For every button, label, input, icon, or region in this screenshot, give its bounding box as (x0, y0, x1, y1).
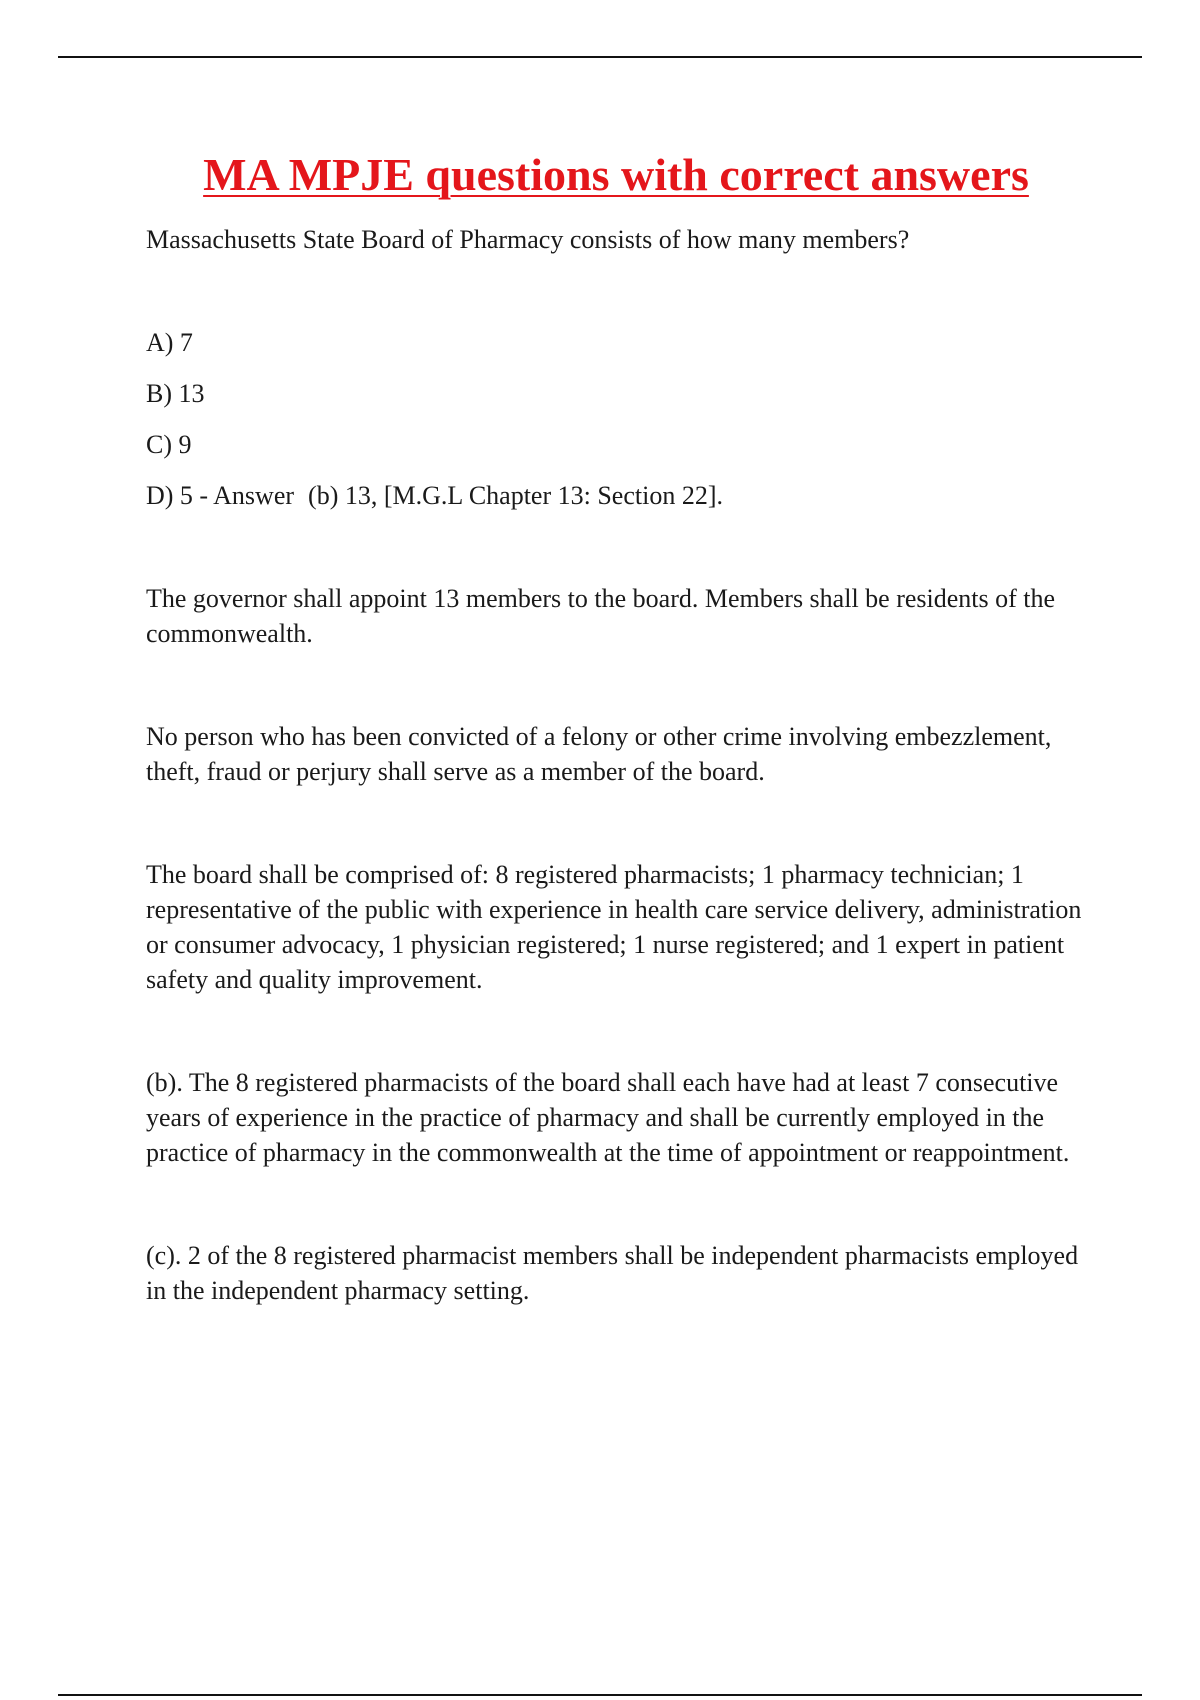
document-title: MA MPJE questions with correct answers (203, 149, 1029, 200)
option-a: A) 7 (146, 328, 193, 357)
top-rule (58, 56, 1142, 58)
question-text: Massachusetts State Board of Pharmacy consists of how many members? (146, 225, 910, 254)
option-d-label: D) 5 - Answer (146, 481, 295, 510)
paragraph-appointment: The governor shall appoint 13 members to the board. Members shall be residents of the commonwealth. (146, 584, 1056, 648)
option-c: C) 9 (146, 430, 192, 459)
option-d (146, 478, 1086, 513)
document-body (146, 140, 1086, 1308)
paragraph-eligibility: No person who has been convicted of a felony or other crime involving embezzlement, theft, fraud or perjury shall serve as a member of the board. (146, 722, 1052, 786)
correct-answer: (b) 13, [M.G.L Chapter 13: Section 22]. (308, 481, 723, 510)
paragraph-composition: The board shall be comprised of: 8 registered pharmacists; 1 pharmacy technician; 1 representative of the public with experience in health care service delivery, administration or consumer advocacy, 1 physician registered; 1 nurse registered; and 1 expert in patient safety and quality improvement. (146, 860, 1082, 994)
paragraph-pharmacist-experience: (b). The 8 registered pharmacists of the board shall each have had at least 7 consecutive years of experience in the practice of pharmacy and shall be currently employed in the practice of pharmacy in the commonwealth at the time of appointment or reappointment. (146, 1068, 1070, 1167)
option-b: B) 13 (146, 379, 205, 408)
bottom-rule (58, 1694, 1142, 1696)
paragraph-independent-pharmacists: (c). 2 of the 8 registered pharmacist members shall be independent pharmacists employed in the independent pharmacy setting. (146, 1241, 1079, 1305)
answer-options (146, 325, 1086, 513)
